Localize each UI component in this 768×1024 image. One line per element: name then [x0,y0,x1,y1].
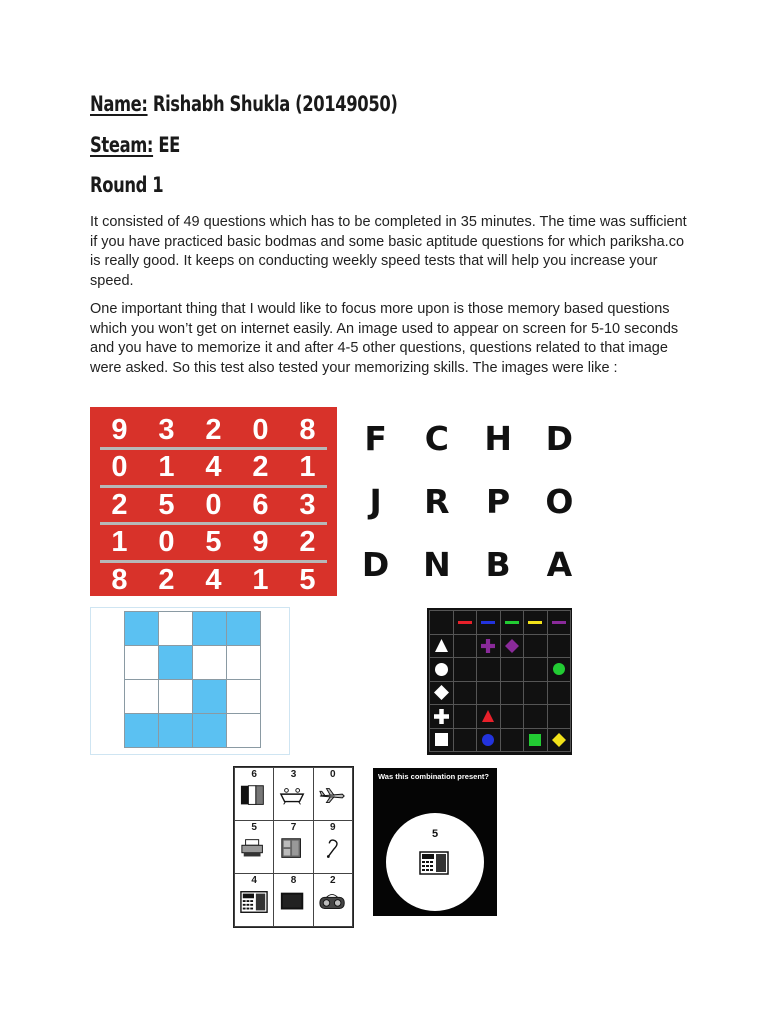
circle-icon [430,658,454,682]
digit-cell: 3 [299,488,316,521]
digit-row [96,412,331,448]
shape-grid-cell [453,681,477,705]
shape-grid-cell [453,705,477,729]
question-circle [386,813,484,911]
keypad-icon [240,890,268,914]
digit-row [96,450,331,486]
letter-cell: D [545,418,574,458]
shape-grid-image [427,608,572,755]
digit-cell: 9 [252,526,269,558]
shape-grid-corner [430,611,454,635]
digit-cell: 0 [111,451,128,483]
shape-grid-cell [524,658,548,682]
square-mark-icon [524,728,548,752]
blue-cell-filled [125,612,159,646]
digit-cell: 1 [299,451,316,483]
cross-mark-icon [477,634,501,658]
digit-cell: 8 [111,563,128,596]
digit-cell: 2 [111,488,128,521]
blue-cell-empty [159,612,193,646]
picture-cell [235,821,274,874]
shape-grid-cell [500,658,524,682]
picture-cell [313,768,352,821]
stream-value: EE [158,133,180,157]
digit-cell: 1 [252,563,269,596]
letter-cell: N [423,544,451,584]
picture-cell [274,874,313,927]
digit-cell: 1 [111,526,128,558]
question-text: Was this combination present? [378,772,489,781]
picture-grid-table [234,767,353,927]
triangle-icon [430,634,454,658]
blue-grid-image [90,607,290,755]
blue-cell-filled [159,646,193,680]
blue-cell-empty [227,646,261,680]
digit-row [96,562,331,598]
digit-cell: 9 [111,413,128,446]
digit-cell: 6 [252,488,269,521]
digit-cell: 8 [299,413,316,446]
diamond-icon [430,681,454,705]
blue-cell-filled [125,714,159,748]
picture-cell-number: 6 [251,769,257,780]
shape-grid-table [429,610,571,752]
picture-cell [313,821,352,874]
stream-label: Steam: [90,133,154,157]
digit-cell: 4 [205,563,222,596]
paragraph-1: It consisted of 49 questions which has to be completed in 35 minutes. The time was sufficient if you have practiced basic bodmas and some basic aptitude questions for which pariksha.co is really good. It keeps on conducting weekly speed tests that will help you increase your speed. [90,214,687,289]
digit-cell: 0 [205,488,222,521]
shape-grid-cell [524,705,548,729]
shape-grid-cell [477,681,501,705]
picture-cell-number: 0 [330,769,336,780]
monitor-icon [279,890,307,914]
picture-cell [274,768,313,821]
digit-cell: 0 [158,526,175,558]
digit-row [96,487,331,523]
blue-cell-empty [159,680,193,714]
shape-grid-cell [500,728,524,752]
digit-cell: 2 [205,413,222,446]
name-value: Rishabh Shukla (20149050) [152,92,398,116]
digit-cell: 4 [205,451,222,483]
shape-grid-cell [524,681,548,705]
digit-cell: 2 [299,526,316,558]
letter-cell: R [424,481,450,521]
letter-cell: B [485,544,511,584]
digit-cell: 0 [252,413,269,446]
blue-cell-filled [193,680,227,714]
picture-cell [313,874,352,927]
digit-cell: 5 [205,526,222,558]
name-label: Name: [90,92,148,116]
digit-row [96,525,331,561]
flag-icon [240,784,268,808]
shape-grid-cell [453,658,477,682]
square-icon [430,728,454,752]
stream-heading [90,133,180,157]
color-bar-icon [524,611,548,635]
digit-cell: 5 [299,563,316,596]
digit-cell: 3 [158,413,175,446]
diamond-mark-icon [547,728,571,752]
letter-cell: O [545,481,574,521]
picture-cell-number: 9 [330,822,336,833]
color-bar-icon [477,611,501,635]
picture-cell [235,768,274,821]
blue-cell-filled [193,612,227,646]
name-heading [90,92,397,116]
color-bar-icon [453,611,477,635]
letter-cell: A [546,544,573,584]
picture-cell-number: 5 [251,822,257,833]
letter-cell: J [369,481,382,521]
picture-grid-image [233,766,354,928]
circle-mark-icon [547,658,571,682]
digit-cell: 2 [252,451,269,483]
shape-grid-cell [453,634,477,658]
shape-grid-cell [547,634,571,658]
hook-icon [319,837,347,861]
blue-cell-filled [193,714,227,748]
blue-cell-empty [193,646,227,680]
circle-mark-icon [477,728,501,752]
picture-cell-number: 3 [290,769,297,780]
keypad-icon [419,851,451,877]
letter-grid-image [345,410,590,590]
digit-cell: 2 [158,563,175,596]
shape-grid-cell [477,658,501,682]
letter-cell: H [484,418,512,458]
blue-cell-empty [125,680,159,714]
diamond-mark-icon [500,634,524,658]
picture-cell-number: 8 [290,875,297,886]
picture-cell [274,821,313,874]
shape-grid-cell [453,728,477,752]
question-panel-image [373,768,497,916]
shape-grid-cell [547,705,571,729]
shape-grid-cell [500,705,524,729]
airplane-icon [319,784,347,808]
blue-grid-table [124,611,261,748]
digit-grid-image [90,407,337,596]
blue-cell-empty [227,680,261,714]
blue-cell-filled [227,612,261,646]
picture-cell-number: 4 [251,875,257,886]
shape-grid-cell [547,681,571,705]
shape-grid-cell [524,634,548,658]
blue-cell-empty [227,714,261,748]
triangle-mark-icon [477,705,501,729]
blue-cell-empty [125,646,159,680]
letter-row [345,410,590,466]
letter-row [345,536,590,592]
bathtub-icon [279,784,307,808]
shape-grid-cell [500,681,524,705]
blue-cell-filled [159,714,193,748]
digit-cell: 1 [158,451,175,483]
color-bar-icon [500,611,524,635]
picture-cell-number: 2 [330,875,336,886]
letter-cell: C [424,418,449,458]
cross-icon [430,705,454,729]
letter-cell: F [364,418,387,458]
radio-icon [319,890,347,914]
cabinet-icon [279,837,307,861]
picture-cell [235,874,274,927]
question-number: 5 [431,828,439,840]
color-bar-icon [547,611,571,635]
letter-row [345,473,590,529]
letter-cell: P [486,481,511,521]
paragraph-2: One important thing that I would like to focus more upon is those memory based questions which you won’t get on internet easily. An image used to appear on screen for 5-10 seconds and you have to memorize it and after 4-5 other questions, questions related to that image were asked. So this test also tested your memorizing skills. The images were like : [90,301,679,376]
digit-cell: 5 [158,488,175,521]
typewriter-icon [240,837,268,861]
letter-cell: D [361,544,390,584]
picture-cell-number: 7 [290,822,297,833]
round-title: Round 1 [90,173,164,197]
